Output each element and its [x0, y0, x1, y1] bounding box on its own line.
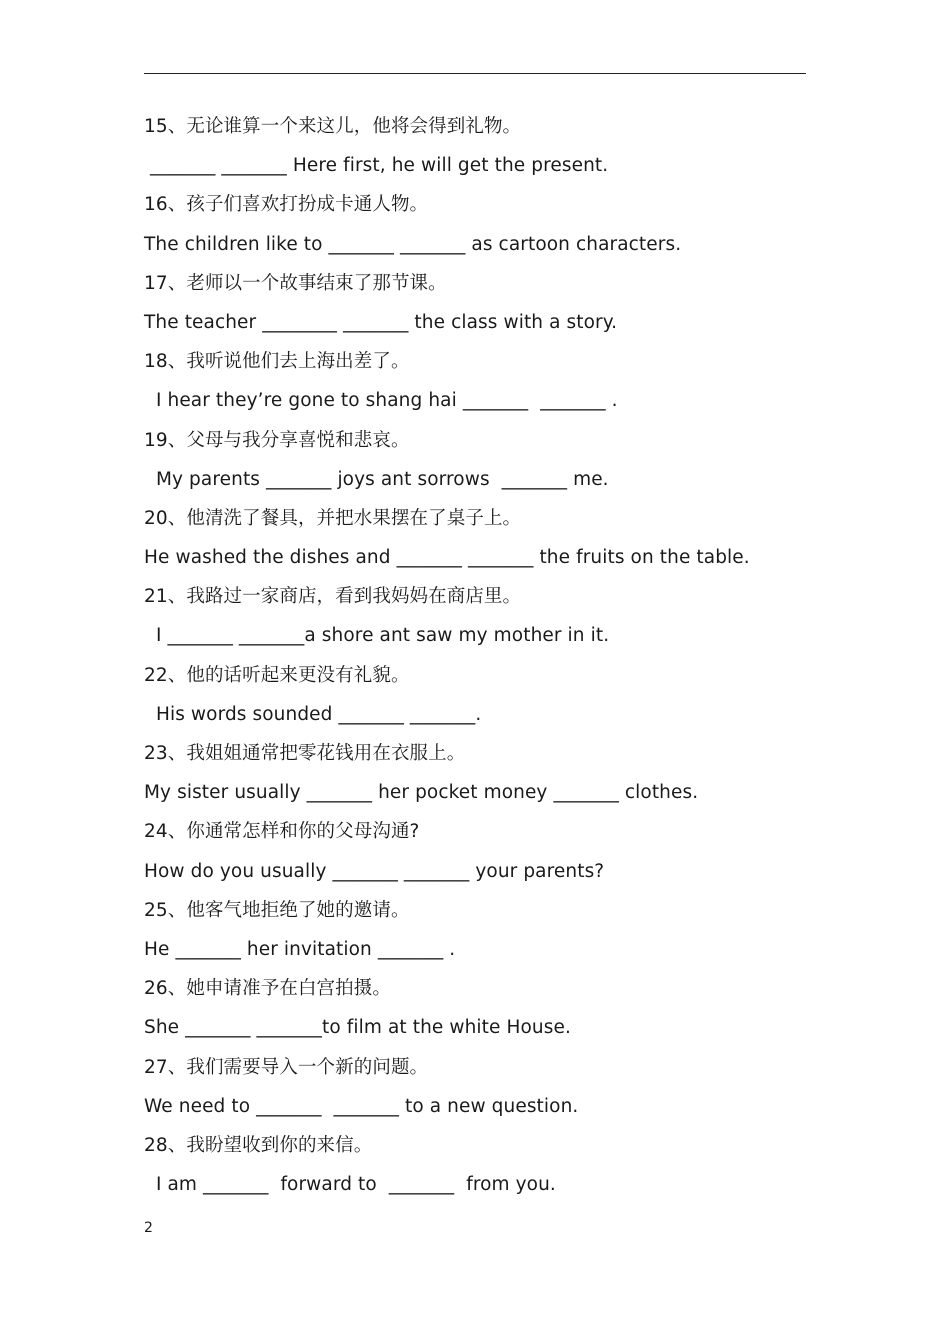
english-sentence: I am _______ forward to _______ from you. [144, 1174, 556, 1196]
exercise-item [144, 264, 824, 342]
english-sentence: The children like to _______ _______ as cartoon characters. [144, 233, 682, 255]
english-sentence: I hear they’re gone to shang hai _______ _______ . [144, 390, 618, 412]
english-sentence: He washed the dishes and _______ _______ the fruits on the table. [144, 547, 750, 569]
english-sentence: How do you usually _______ _______ your parents? [144, 860, 605, 882]
english-sentence: We need to _______ _______ to a new question. [144, 1095, 579, 1117]
exercise-item [144, 1126, 824, 1204]
chinese-prompt: 22、他的话听起来更没有礼貌。 [144, 664, 410, 686]
exercise-item [144, 185, 824, 263]
english-sentence: His words sounded _______ _______. [144, 703, 482, 725]
exercise-item [144, 891, 824, 969]
header-rule [144, 73, 806, 74]
exercise-item [144, 1048, 824, 1126]
english-sentence: She _______ _______to film at the white House. [144, 1017, 571, 1039]
chinese-prompt: 23、我姐姐通常把零花钱用在衣服上。 [144, 743, 466, 764]
chinese-prompt: 16、孩子们喜欢打扮成卡通人物。 [144, 194, 429, 216]
chinese-prompt: 21、我路过一家商店，看到我妈妈在商店里。 [144, 586, 522, 608]
chinese-prompt: 17、老师以一个故事结束了那节课。 [144, 272, 447, 294]
exercise-item [144, 734, 824, 812]
exercise-item [144, 499, 824, 577]
chinese-prompt: 18、我听说他们去上海出差了。 [144, 351, 410, 373]
page-number: 2 [144, 1220, 153, 1236]
exercise-item [144, 421, 824, 499]
exercise-item [144, 812, 824, 890]
english-sentence: I _______ _______a shore ant saw my mother in it. [144, 625, 610, 647]
chinese-prompt: 26、她申请准予在白宫拍摄。 [144, 978, 391, 1000]
chinese-prompt: 28、我盼望收到你的来信。 [144, 1134, 373, 1156]
exercise-item [144, 969, 824, 1047]
chinese-prompt: 25、他客气地拒绝了她的邀请。 [144, 899, 410, 921]
english-sentence: My parents _______ joys ant sorrows _______ me. [144, 468, 609, 490]
chinese-prompt: 24、你通常怎样和你的父母沟通? [144, 821, 420, 843]
exercise-item [144, 342, 824, 420]
chinese-prompt: 27、我们需要导入一个新的问题。 [144, 1056, 429, 1078]
exercise-item [144, 577, 824, 655]
english-sentence: My sister usually _______ her pocket money _______ clothes. [144, 782, 699, 804]
exercise-item [144, 107, 824, 185]
chinese-prompt: 15、无论谁算一个来这儿，他将会得到礼物。 [144, 116, 522, 137]
exercise-list [144, 107, 824, 1204]
exercise-item [144, 656, 824, 734]
english-sentence: _______ _______ Here first, he will get the present. [144, 155, 609, 177]
chinese-prompt: 19、父母与我分享喜悦和悲哀。 [144, 429, 410, 451]
chinese-prompt: 20、他清洗了餐具，并把水果摆在了桌子上。 [144, 507, 522, 529]
english-sentence: The teacher ________ _______ the class with a story. [144, 311, 618, 333]
english-sentence: He _______ her invitation _______ . [144, 938, 456, 960]
